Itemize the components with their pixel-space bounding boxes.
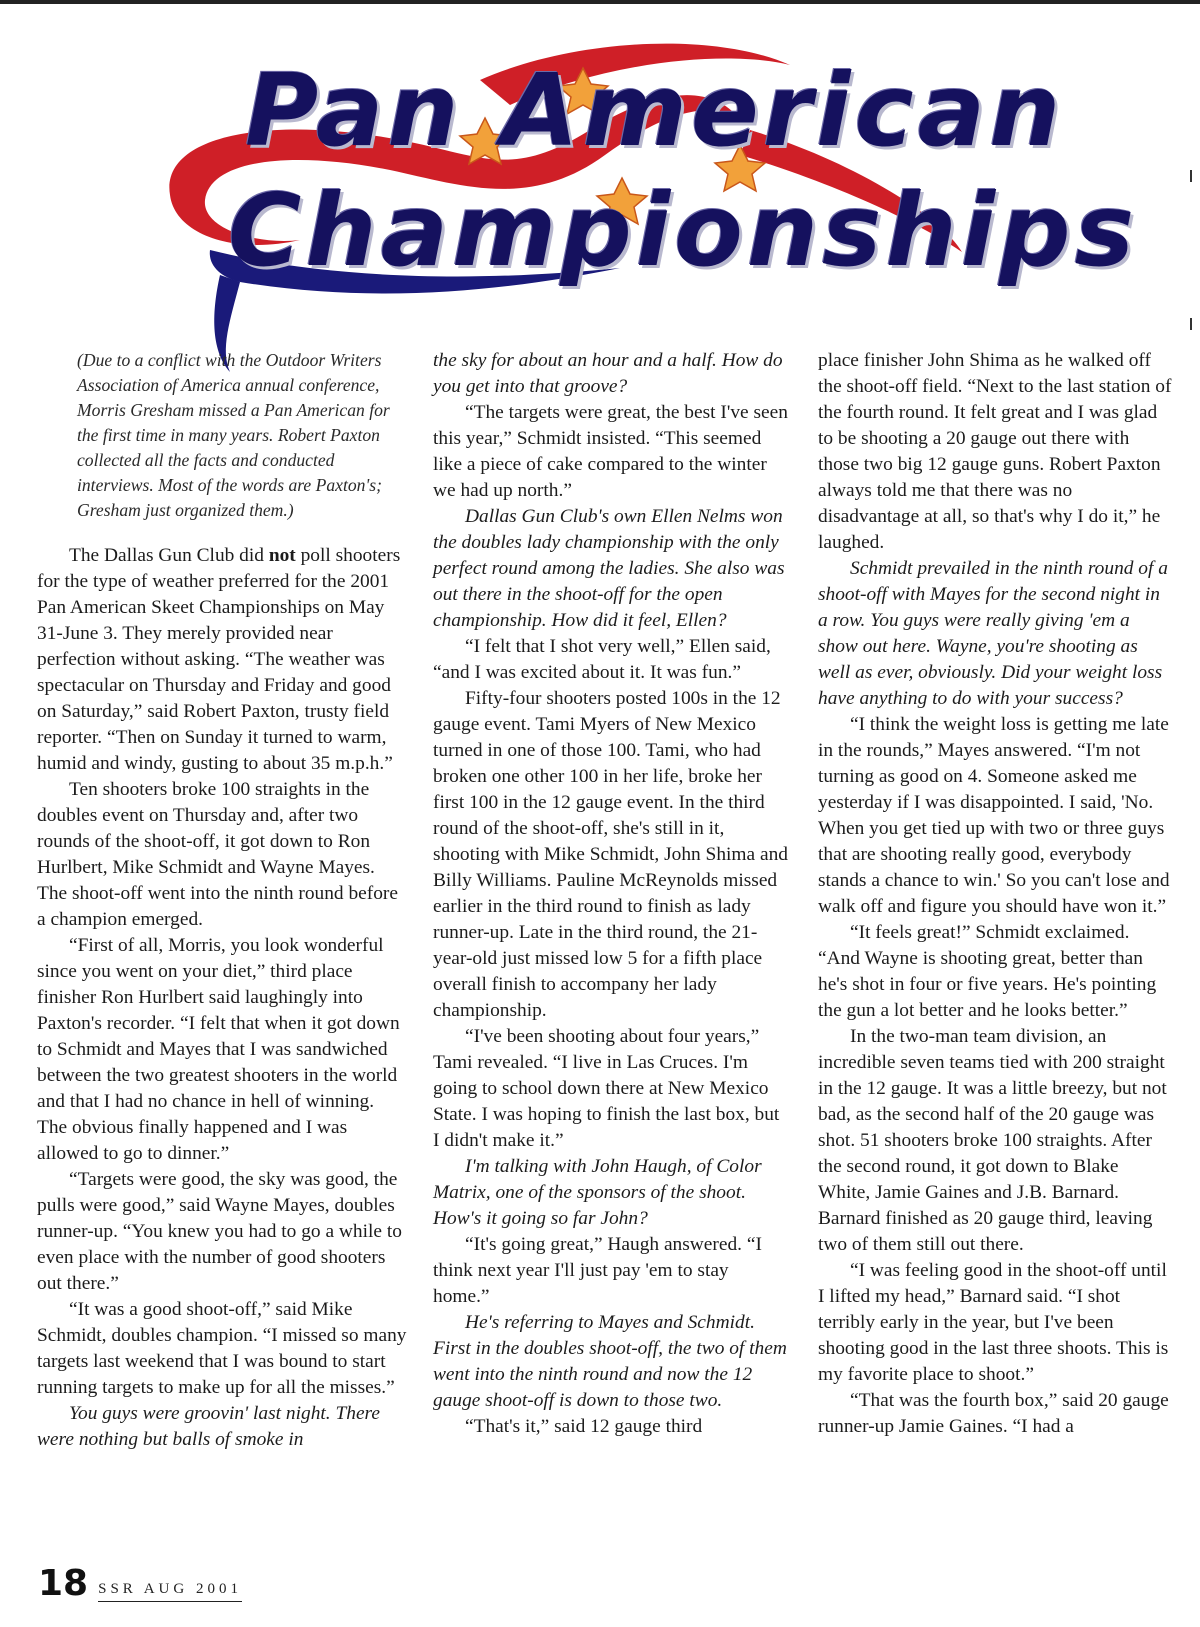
article-paragraph: “It was a good shoot-off,” said Mike Schmidt, doubles champion. “I missed so many targets last weekend that I was bound to start running targets to make up for all the misses.” (37, 1299, 407, 1398)
article-paragraph: “First of all, Morris, you look wonderful since you went on your diet,” third place finisher Ron Hurlbert said laughingly into Paxton's recorder. “I felt that when it got down to Schmidt and Mayes that I was sandwiched between the two greatest shooters in the world and that I had no chance in hell of winning. The obvious finally happened and I was allowed to go to dinner.” (37, 935, 400, 1164)
interviewer-question: the sky for about an hour and a half. How do you get into that groove? (433, 350, 783, 397)
article-paragraph: “I felt that I shot very well,” Ellen said, “and I was excited about it. It was fun.” (433, 636, 771, 683)
page-footer (38, 1563, 242, 1604)
article-paragraph: “Targets were good, the sky was good, the pulls were good,” said Wayne Mayes, doubles runner-up. “You knew you had to go a while to even place with the number of good shooters out there.” (37, 1169, 402, 1294)
article-paragraph: Fifty-four shooters posted 100s in the 12 gauge event. Tami Myers of New Mexico turned in one of those 100. Tami, who had broken one other 100 in her life, broke her first 100 in the 12 gauge event. In the third round of the shoot-off, she's still in it, shooting with Mike Schmidt, John Shima and Billy Williams. Pauline McReynolds missed earlier in the third round to finish as lady runner-up. Late in the third round, the 21-year-old just missed low 5 for a fifth place overall finish to accompany her lady championship. (433, 688, 788, 1021)
interviewer-question: Schmidt prevailed in the ninth round of a shoot-off with Mayes for the second night in a row. You guys were really giving 'em a show out here. Wayne, you're shooting as well as ever, obviously. Did your weight loss have anything to do with your success? (818, 558, 1168, 709)
article-column-3 (818, 348, 1173, 1440)
publication-issue: SSR AUG 2001 (98, 1581, 242, 1602)
text-run: poll shooters for the type of weather preferred for the 2001 Pan American Skeet Championships on May 31-June 3. They merely provided near perfection without asking. “The weather was spectacular on Thursday and Friday and good on Saturday,” said Robert Paxton, trusty field reporter. “Then on Sunday it turned to warm, humid and windy, gusting to about 35 m.p.h.” (37, 545, 401, 774)
interviewer-question: He's referring to Mayes and Schmidt. First in the doubles shoot-off, the two of them went into the ninth round and now the 12 gauge shoot-off is down to those two. (433, 1312, 787, 1411)
article-paragraph: “That's it,” said 12 gauge third (465, 1416, 703, 1437)
edge-mark (1190, 318, 1192, 330)
article-paragraph: “The targets were great, the best I've seen this year,” Schmidt insisted. “This seemed like a piece of cake compared to the winter we had up north.” (433, 402, 788, 501)
edge-mark (1190, 170, 1192, 182)
interviewer-question: You guys were groovin' last night. There were nothing but balls of smoke in (37, 1403, 380, 1450)
top-rule (0, 0, 1200, 4)
article-column-1 (37, 348, 407, 1453)
article-paragraph: “I was feeling good in the shoot-off until I lifted my head,” Barnard said. “I shot terribly early in the year, but I've been shooting good in the last three shoots. This is my favorite place to shoot.” (818, 1260, 1169, 1385)
interviewer-question: I'm talking with John Haugh, of Color Matrix, one of the sponsors of the shoot. How's it going so far John? (433, 1156, 762, 1229)
article-paragraph: “It feels great!” Schmidt exclaimed. “And Wayne is shooting great, better than he's shot in four or five years. He's pointing the gun a lot better and he looks better.” (818, 922, 1157, 1021)
article-paragraph: Ten shooters broke 100 straights in the doubles event on Thursday and, after two rounds of the shoot-off, it got down to Ron Hurlbert, Mike Schmidt and Wayne Mayes. The shoot-off went into the ninth round before a champion emerged. (37, 779, 398, 930)
article-paragraph: “I've been shooting about four years,” Tami revealed. “I live in Las Cruces. I'm going to school down there at New Mexico State. I was hoping to finish the last box, but I didn't make it.” (433, 1026, 780, 1151)
article-paragraph: “That was the fourth box,” said 20 gauge runner-up Jamie Gaines. “I had a (818, 1390, 1169, 1437)
emphasis-text: not (268, 545, 296, 566)
page-title-line-1: Pan American (245, 52, 1065, 169)
text-run: The Dallas Gun Club did (69, 545, 269, 566)
article-paragraph: In the two-man team division, an incredible seven teams tied with 200 straight in the 12 gauge. It was a little breezy, but not bad, as the second half of the 20 gauge was shot. 51 shooters broke 100 straights. After the second round, it got down to Blake White, Jamie Gaines and J.B. Barnard. Barnard finished as 20 gauge third, leaving two of them still out there. (818, 1026, 1167, 1255)
editor-note: (Due to a conflict with the Outdoor Writers Association of America annual conference, Morris Gresham missed a Pan American for the first time in many years. Robert Paxton collected all the facts and conducted interviews. Most of the words are Paxton's; Gresham just organized them.) (77, 350, 390, 520)
article-paragraph: place finisher John Shima as he walked off the shoot-off field. “Next to the last station of the fourth round. It felt great and I was glad to be shooting a 20 gauge out there with those two big 12 gauge guns. Robert Paxton always told me that there was no disadvantage at all, so that's why I do it,” he laughed. (818, 350, 1172, 553)
interviewer-question: Dallas Gun Club's own Ellen Nelms won the doubles lady championship with the only perfect round among the ladies. She also was out there in the shoot-off for the open championship. How did it feel, Ellen? (433, 506, 785, 631)
article-paragraph (37, 543, 407, 777)
page-number: 18 (38, 1563, 89, 1604)
article-paragraph: “It's going great,” Haugh answered. “I think next year I'll just pay 'em to stay home.” (433, 1234, 762, 1307)
page-title-line-2: Championships (228, 172, 1139, 289)
article-paragraph: “I think the weight loss is getting me late in the rounds,” Mayes answered. “I'm not turning as good on 4. Someone asked me yesterday if I was disappointed. I said, 'No. When you get tied up with two or three guys that are shooting really good, everybody stands a chance to win.' So you can't lose and walk off and figure you should have won it.” (818, 714, 1170, 917)
article-column-2 (433, 348, 788, 1440)
